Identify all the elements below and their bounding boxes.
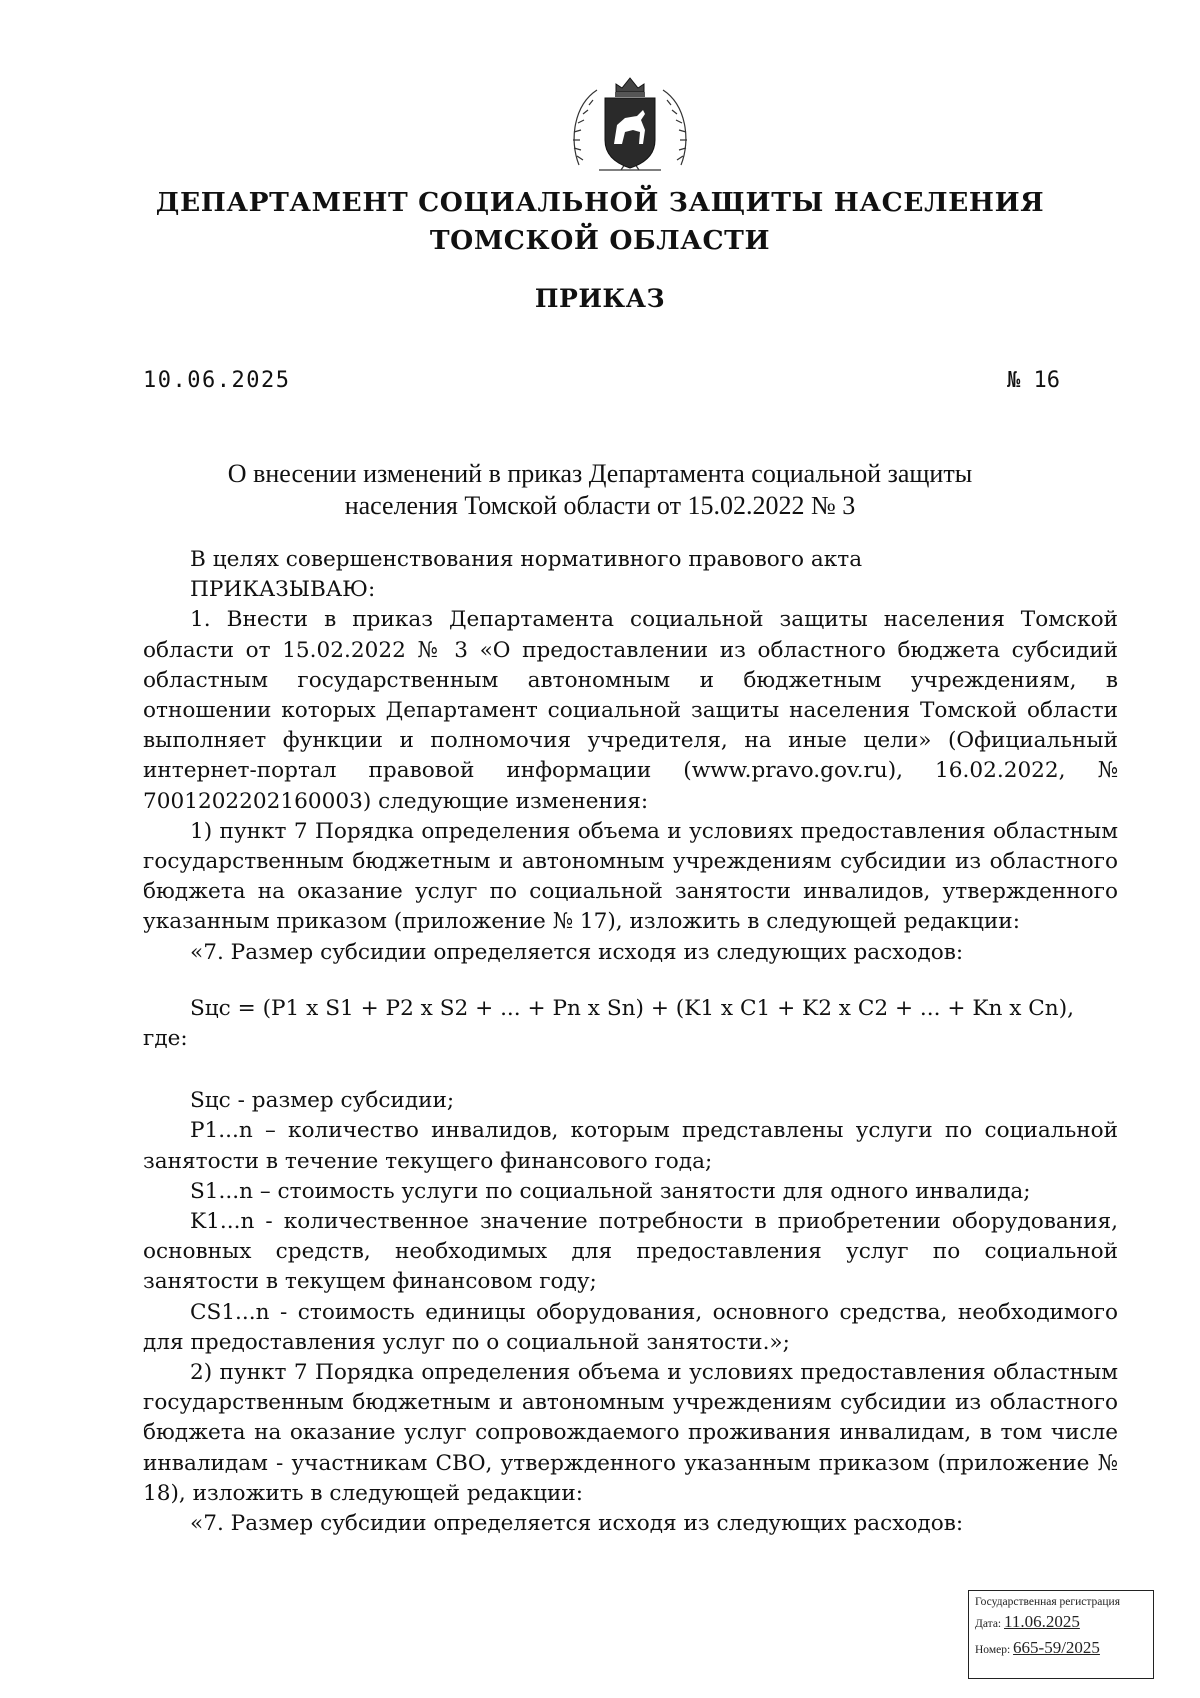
subject-line2: населения Томской области от 15.02.2022 № 3 xyxy=(344,491,856,520)
item-1-1-quote: «7. Размер субсидии определяется исходя из следующих расходов: xyxy=(190,939,964,965)
definition-s1: S1...n – стоимость услуги по социальной занятости для одного инвалида; xyxy=(190,1178,1031,1204)
item-1-1-paragraph: 1) пункт 7 Порядка определения объема и условиях предоставления областным государственным бюджетным и автономным учреждениям субсидии из областного бюджета на оказание услуг по социальной занятости инвалидов, утвержденного указанным приказом (приложение № 17), изложить в следующей редакции: xyxy=(143,818,1118,935)
item-1-paragraph: 1. Внести в приказ Департамента социальной защиты населения Томской области от 15.02.2022 № 3 «О предоставлении из областного бюджета субсидий областным государственным автономным и бюджетным учреждениям, в отношении которых Департамент социальной защиты населения Томской области выполняет функции и полномочия учредителя, на иные цели» (Официальный интернет-портал правовой информации (www.pravo.gov.ru), 16.02.2022, № 7001202202160003) следующие изменения: xyxy=(143,607,1118,814)
department-title-line2: ТОМСКОЙ ОБЛАСТИ xyxy=(429,225,771,256)
department-title-line1: ДЕПАРТАМЕНТ СОЦИАЛЬНОЙ ЗАЩИТЫ НАСЕЛЕНИЯ xyxy=(155,187,1045,218)
registration-stamp-title: Государственная регистрация xyxy=(975,1596,1120,1608)
order-word: ПРИКАЗЫВАЮ: xyxy=(190,577,376,603)
department-title xyxy=(150,184,1050,260)
coat-of-arms-icon xyxy=(569,70,691,174)
definition-k: K1...n - количественное значение потребности в приобретении оборудования, основных средств, необходимых для предоставления услуг по социальной занятости в текущем финансовом году; xyxy=(143,1209,1118,1295)
registration-date-label: Дата: xyxy=(975,1618,1002,1630)
registration-stamp xyxy=(968,1590,1154,1679)
item-1-2-quote: «7. Размер субсидии определяется исходя из следующих расходов: xyxy=(190,1511,964,1537)
subsidy-formula: Sцс = (P1 x S1 + P2 x S2 + ... + Pn x Sn) + (K1 x C1 + K2 x C2 + ... + Kn x Cn), где: xyxy=(143,995,1074,1052)
document-type-heading: ПРИКАЗ xyxy=(534,284,666,313)
intro-paragraph: В целях совершенствования нормативного правового акта xyxy=(190,547,863,572)
subject-line1: О внесении изменений в приказ Департамента социальной защиты xyxy=(227,459,973,488)
registration-number-row xyxy=(975,1636,1147,1662)
order-date: 10.06.2025 xyxy=(143,368,291,393)
registration-date-row xyxy=(975,1610,1147,1636)
registration-number-label: Номер: xyxy=(975,1644,1011,1656)
definition-cs: CS1...n - стоимость единицы оборудования, основного средства, необходимого для предоставления услуг по о социальной занятости.»; xyxy=(143,1299,1118,1355)
order-subject xyxy=(180,458,1020,522)
order-body xyxy=(143,545,1118,1539)
definition-p: P1...n – количество инвалидов, которым представлены услуги по социальной занятости в течение текущего финансового года; xyxy=(143,1118,1118,1174)
registration-number-value: 665-59/2025 xyxy=(1013,1638,1100,1657)
registration-date-value: 11.06.2025 xyxy=(1004,1612,1080,1631)
item-1-2-paragraph: 2) пункт 7 Порядка определения объема и условиях предоставления областным государственным бюджетным и автономным учреждениям субсидии из областного бюджета на оказание услуг сопровождаемого проживания инвалидам, в том числе инвалидам - участникам СВО, утвержденного указанным приказом (приложение № 18), изложить в следующей редакции: xyxy=(143,1360,1118,1506)
order-number: № 16 xyxy=(1007,368,1060,393)
definition-s: Sцс - размер субсидии; xyxy=(190,1088,455,1114)
